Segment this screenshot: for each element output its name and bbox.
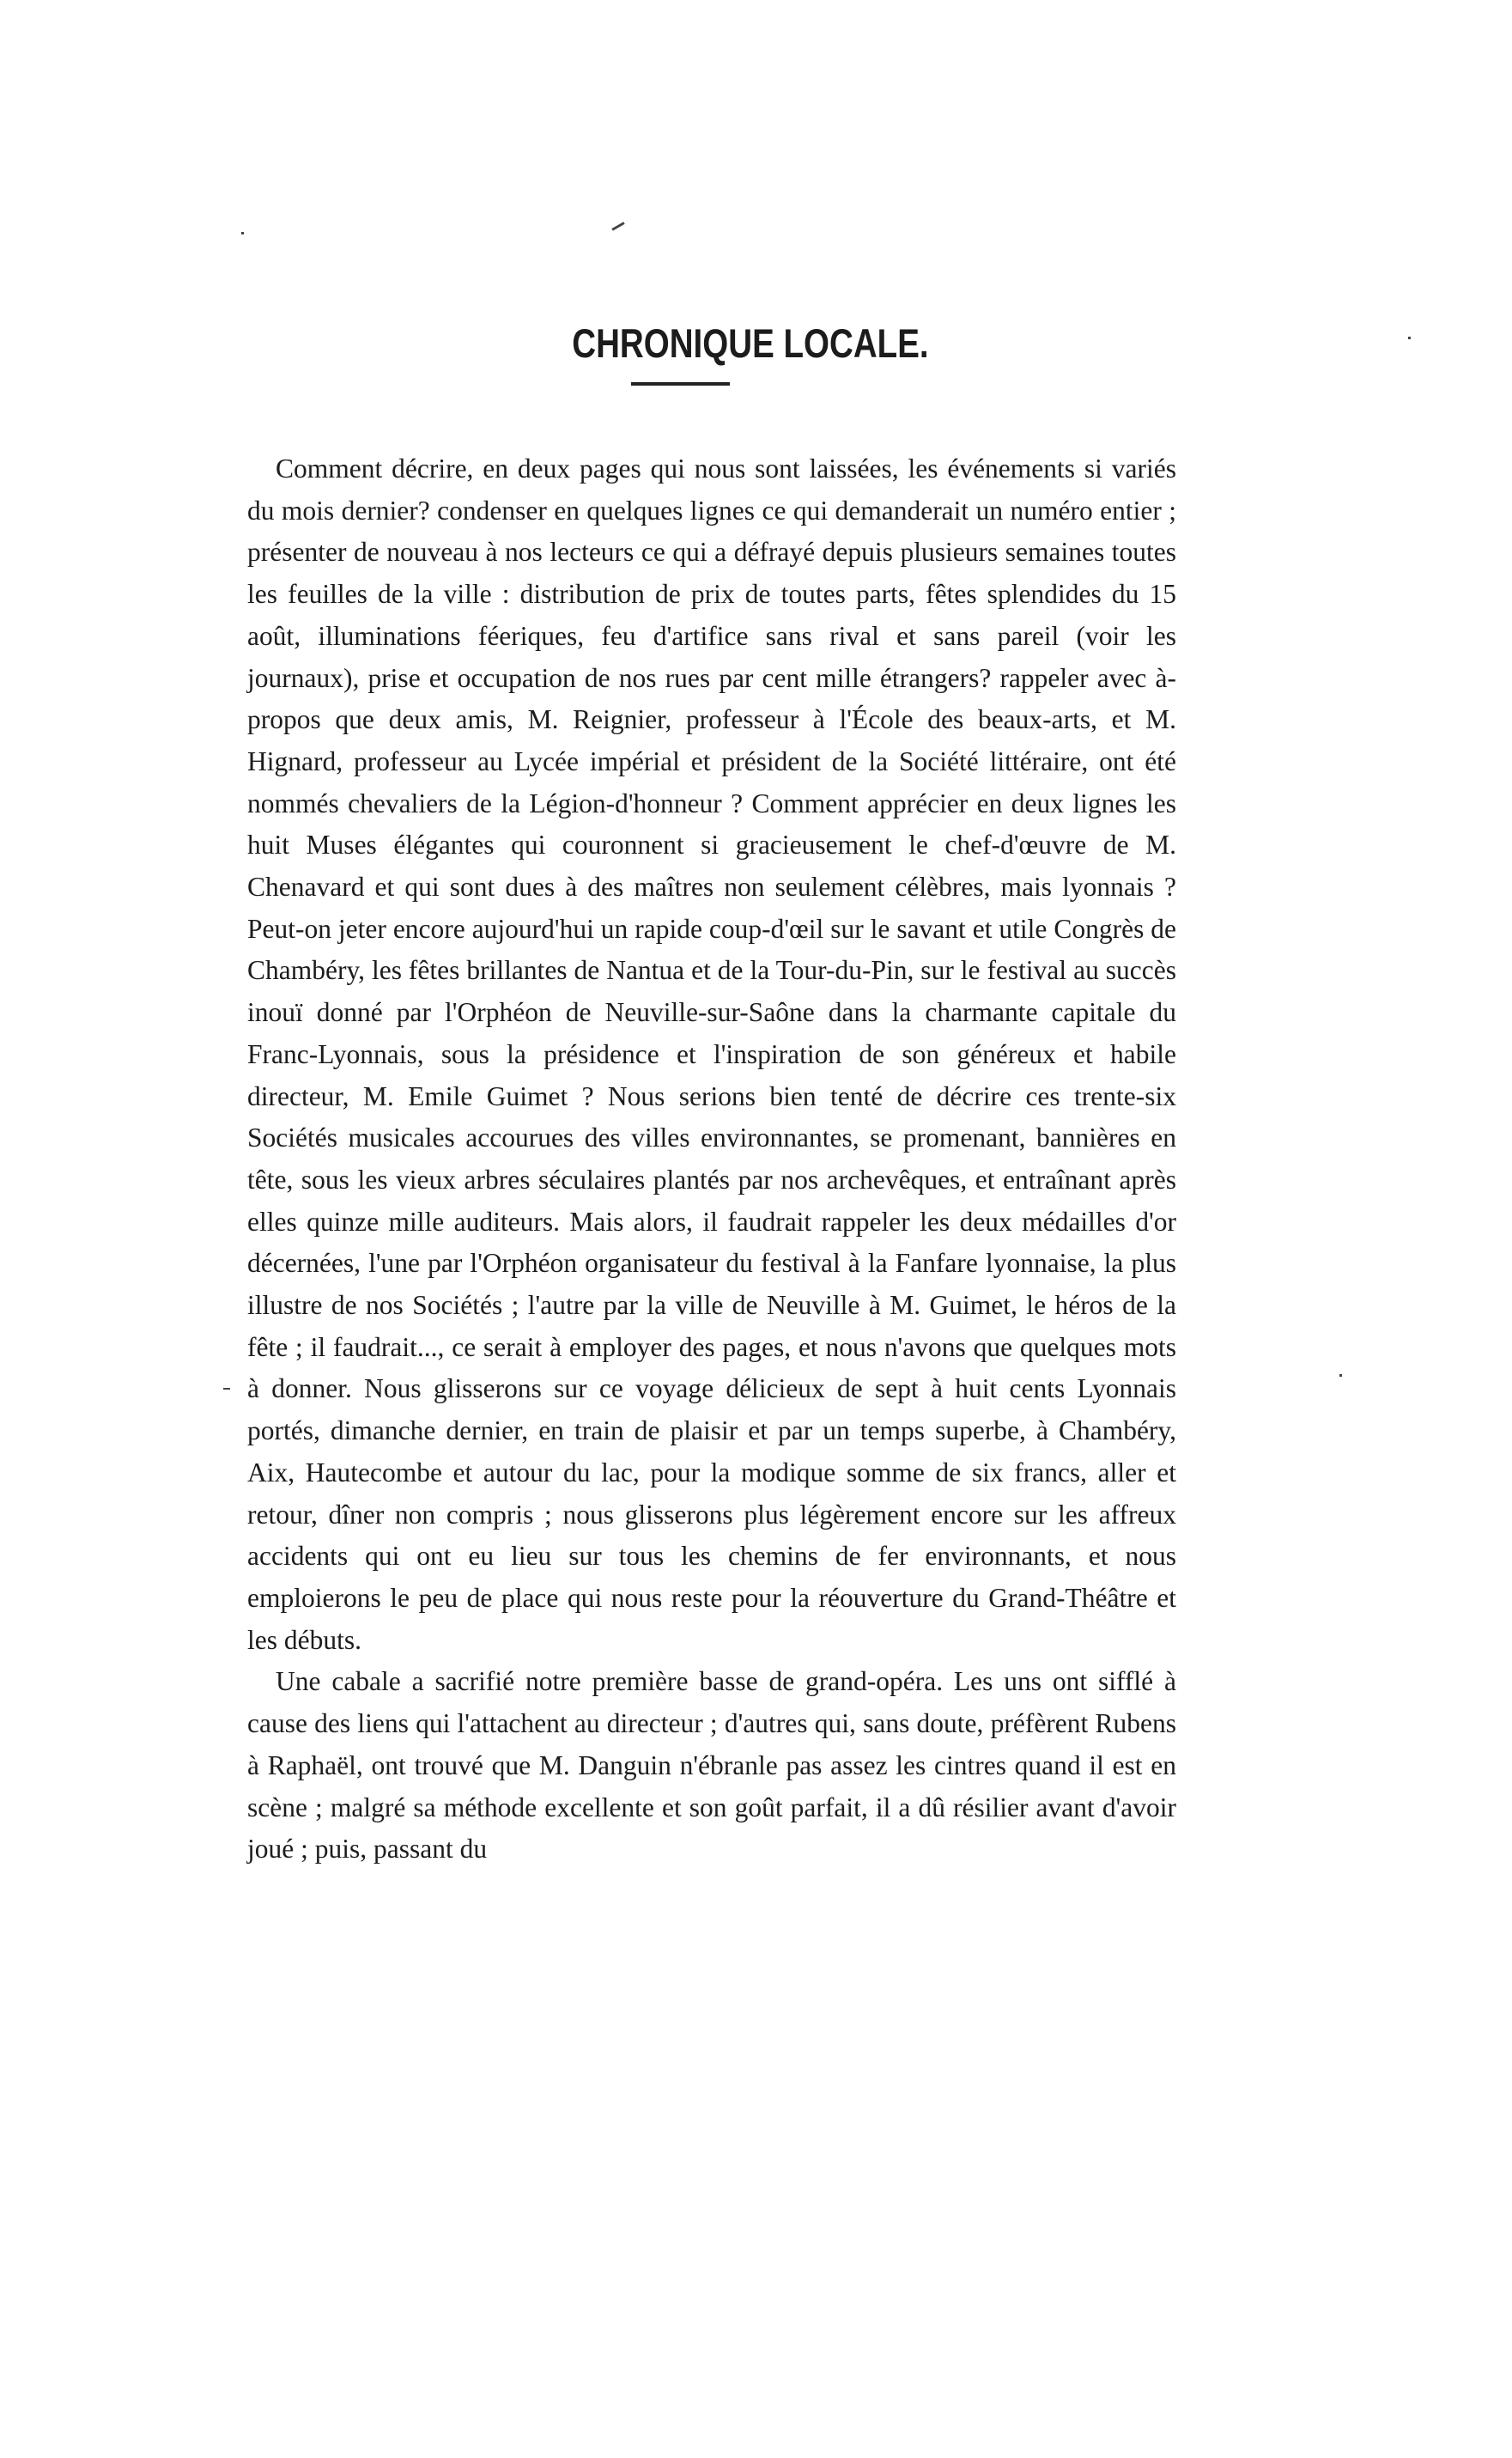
paragraph-1: Comment décrire, en deux pages qui nous sont laissées, les événements si variés du mois dernier? condenser en quelques lignes ce qui demanderait un numéro entier ; présenter de nouveau à nos lecteurs ce qui a défrayé depuis plusieurs semaines toutes les feuilles de la ville : distribution de prix de toutes parts, fêtes splendides du 15 août, illuminations féeriques, feu d'artifice sans rival et sans pareil (voir les journaux), prise et occupation de nos rues par cent mille étrangers? rappeler avec à-propos que deux amis, M. Reignier, professeur à l'École des beaux-arts, et M. Hignard, professeur au Lycée impérial et président de la Société littéraire, ont été nommés chevaliers de la Légion-d'honneur ? Comment apprécier en deux lignes les huit Muses élégantes qui couronnent si gracieusement le chef-d'œuvre de M. Chenavard et qui sont dues à des maîtres non seulement célèbres, mais lyonnais ? Peut-on jeter encore aujourd'hui un rapide coup-d'œil sur le savant et utile Congrès de Chambéry, les fêtes brillantes de Nantua et de la Tour-du-Pin, sur le festival au succès inouï donné par l'Orphéon de Neuville-sur-Saône dans la charmante capitale du Franc-Lyonnais, sous la présidence et l'inspiration de son généreux et habile directeur, M. Emile Guimet ? Nous serions bien tenté de décrire ces trente-six Sociétés musicales accourues des villes environnantes, se promenant, bannières en tête, sous les vieux arbres séculaires plantés par nos archevêques, et entraînant après elles quinze mille auditeurs. Mais alors, il faudrait rappeler les deux médailles d'or décernées, l'une par l'Orphéon organisateur du festival à la Fanfare lyonnaise, la plus illustre de nos Sociétés ; l'autre par la ville de Neuville à M. Guimet, le héros de la fête ; il faudrait..., ce serait à employer des pages, et nous n'avons que quelques mots à donner. Nous glisserons sur ce voyage délicieux de sept à huit cents Lyonnais portés, dimanche dernier, en train de plaisir et par un temps superbe, à Chambéry, Aix, Hautecombe et autour du lac, pour la modique somme de six francs, aller et retour, dîner non compris ; nous glisserons plus légèrement encore sur les affreux accidents qui ont eu lieu sur tous les chemins de fer environnants, et nous emploierons le peu de place qui nous reste pour la réouverture du Grand-Théâtre et les débuts. [247,453,1176,1655]
ink-speck [1408,337,1411,339]
ink-speck [611,222,624,231]
ink-speck [223,1388,230,1390]
ink-speck [241,232,244,234]
article-body [247,448,1176,1871]
ink-speck [1339,1374,1342,1377]
title-divider [631,382,730,386]
paragraph-2: Une cabale a sacrifié notre première basse de grand-opéra. Les uns ont sifflé à cause des liens qui l'attachent au directeur ; d'autres qui, sans doute, préfèrent Rubens à Raphaël, ont trouvé que M. Danguin n'ébranle pas assez les cintres quand il est en scène ; malgré sa méthode excellente et son goût parfait, il a dû résilier avant d'avoir joué ; puis, passant du [247,1666,1176,1865]
page-title: CHRONIQUE LOCALE. [572,320,929,367]
